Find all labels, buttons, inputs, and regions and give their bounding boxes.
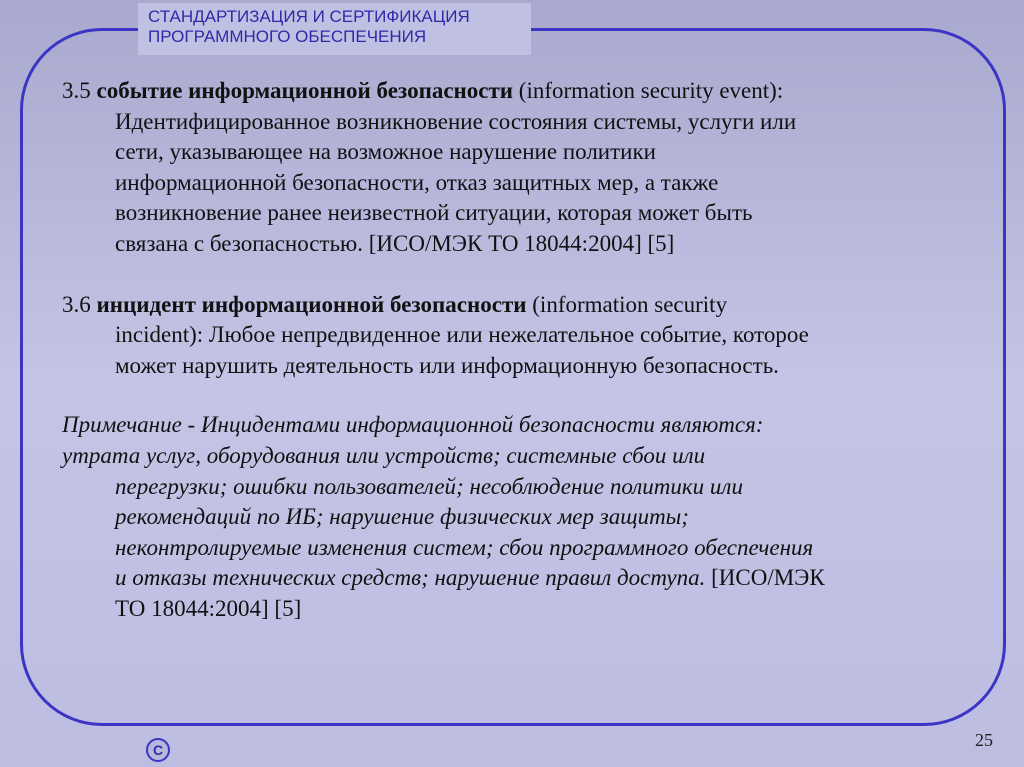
slide-header: [138, 3, 531, 55]
note-line: Примечание - Инцидентами информационной безопасности являются:: [62, 412, 764, 438]
definition-line: возникновение ранее неизвестной ситуации, которая может быть: [115, 200, 753, 226]
note-reference: [ИСО/МЭК: [705, 565, 825, 591]
page-number: 25: [975, 730, 993, 750]
english-term: (information security event):: [513, 78, 784, 103]
definition-3-5-heading: [62, 76, 1002, 107]
english-term: (information security: [526, 291, 728, 317]
copyright-icon: C: [146, 738, 170, 762]
header-line-2: ПРОГРАММНОГО ОБЕСПЕЧЕНИЯ: [148, 27, 427, 46]
term: инцидент информационной безопасности: [96, 291, 527, 317]
note-line: утрата услуг, оборудования или устройств; системные сбои или: [62, 442, 706, 468]
definition-3-5: [62, 76, 1002, 260]
note-line: перегрузки; ошибки пользователей; несоблюдение политики или: [115, 473, 743, 499]
definition-line: сети, указывающее на возможное нарушение политики: [115, 139, 656, 165]
definition-line: Идентифицированное возникновение состояния системы, услуги или: [115, 108, 797, 134]
clause-number: 3.6: [62, 291, 97, 317]
definition-3-6-heading: [62, 290, 1002, 321]
note-line: неконтролируемые изменения систем; сбои программного обеспечения: [115, 534, 814, 560]
definition-line: информационной безопасности, отказ защитных мер, а также: [115, 169, 719, 195]
definition-line: может нарушить деятельность или информационную безопасность.: [115, 352, 779, 378]
note-italic-part: и отказы технических средств; нарушение правил доступа.: [115, 565, 706, 591]
definition-line: связана с безопасностью. [ИСО/МЭК ТО 18044:2004] [5]: [115, 230, 675, 256]
definition-3-6: [62, 290, 1002, 382]
definition-line: incident): Любое непредвиденное или нежелательное событие, которое: [115, 322, 809, 348]
header-line-1: СТАНДАРТИЗАЦИЯ И СЕРТИФИКАЦИЯ: [148, 7, 470, 26]
note-reference-end: ТО 18044:2004] [5]: [115, 595, 302, 621]
note-line: рекомендаций по ИБ; нарушение физических мер защиты;: [115, 504, 689, 530]
note-line: [62, 563, 1002, 594]
term: событие информационной безопасности: [96, 78, 514, 103]
slide-content: [62, 76, 1002, 625]
note: [62, 410, 1002, 624]
clause-number: 3.5: [62, 78, 97, 103]
